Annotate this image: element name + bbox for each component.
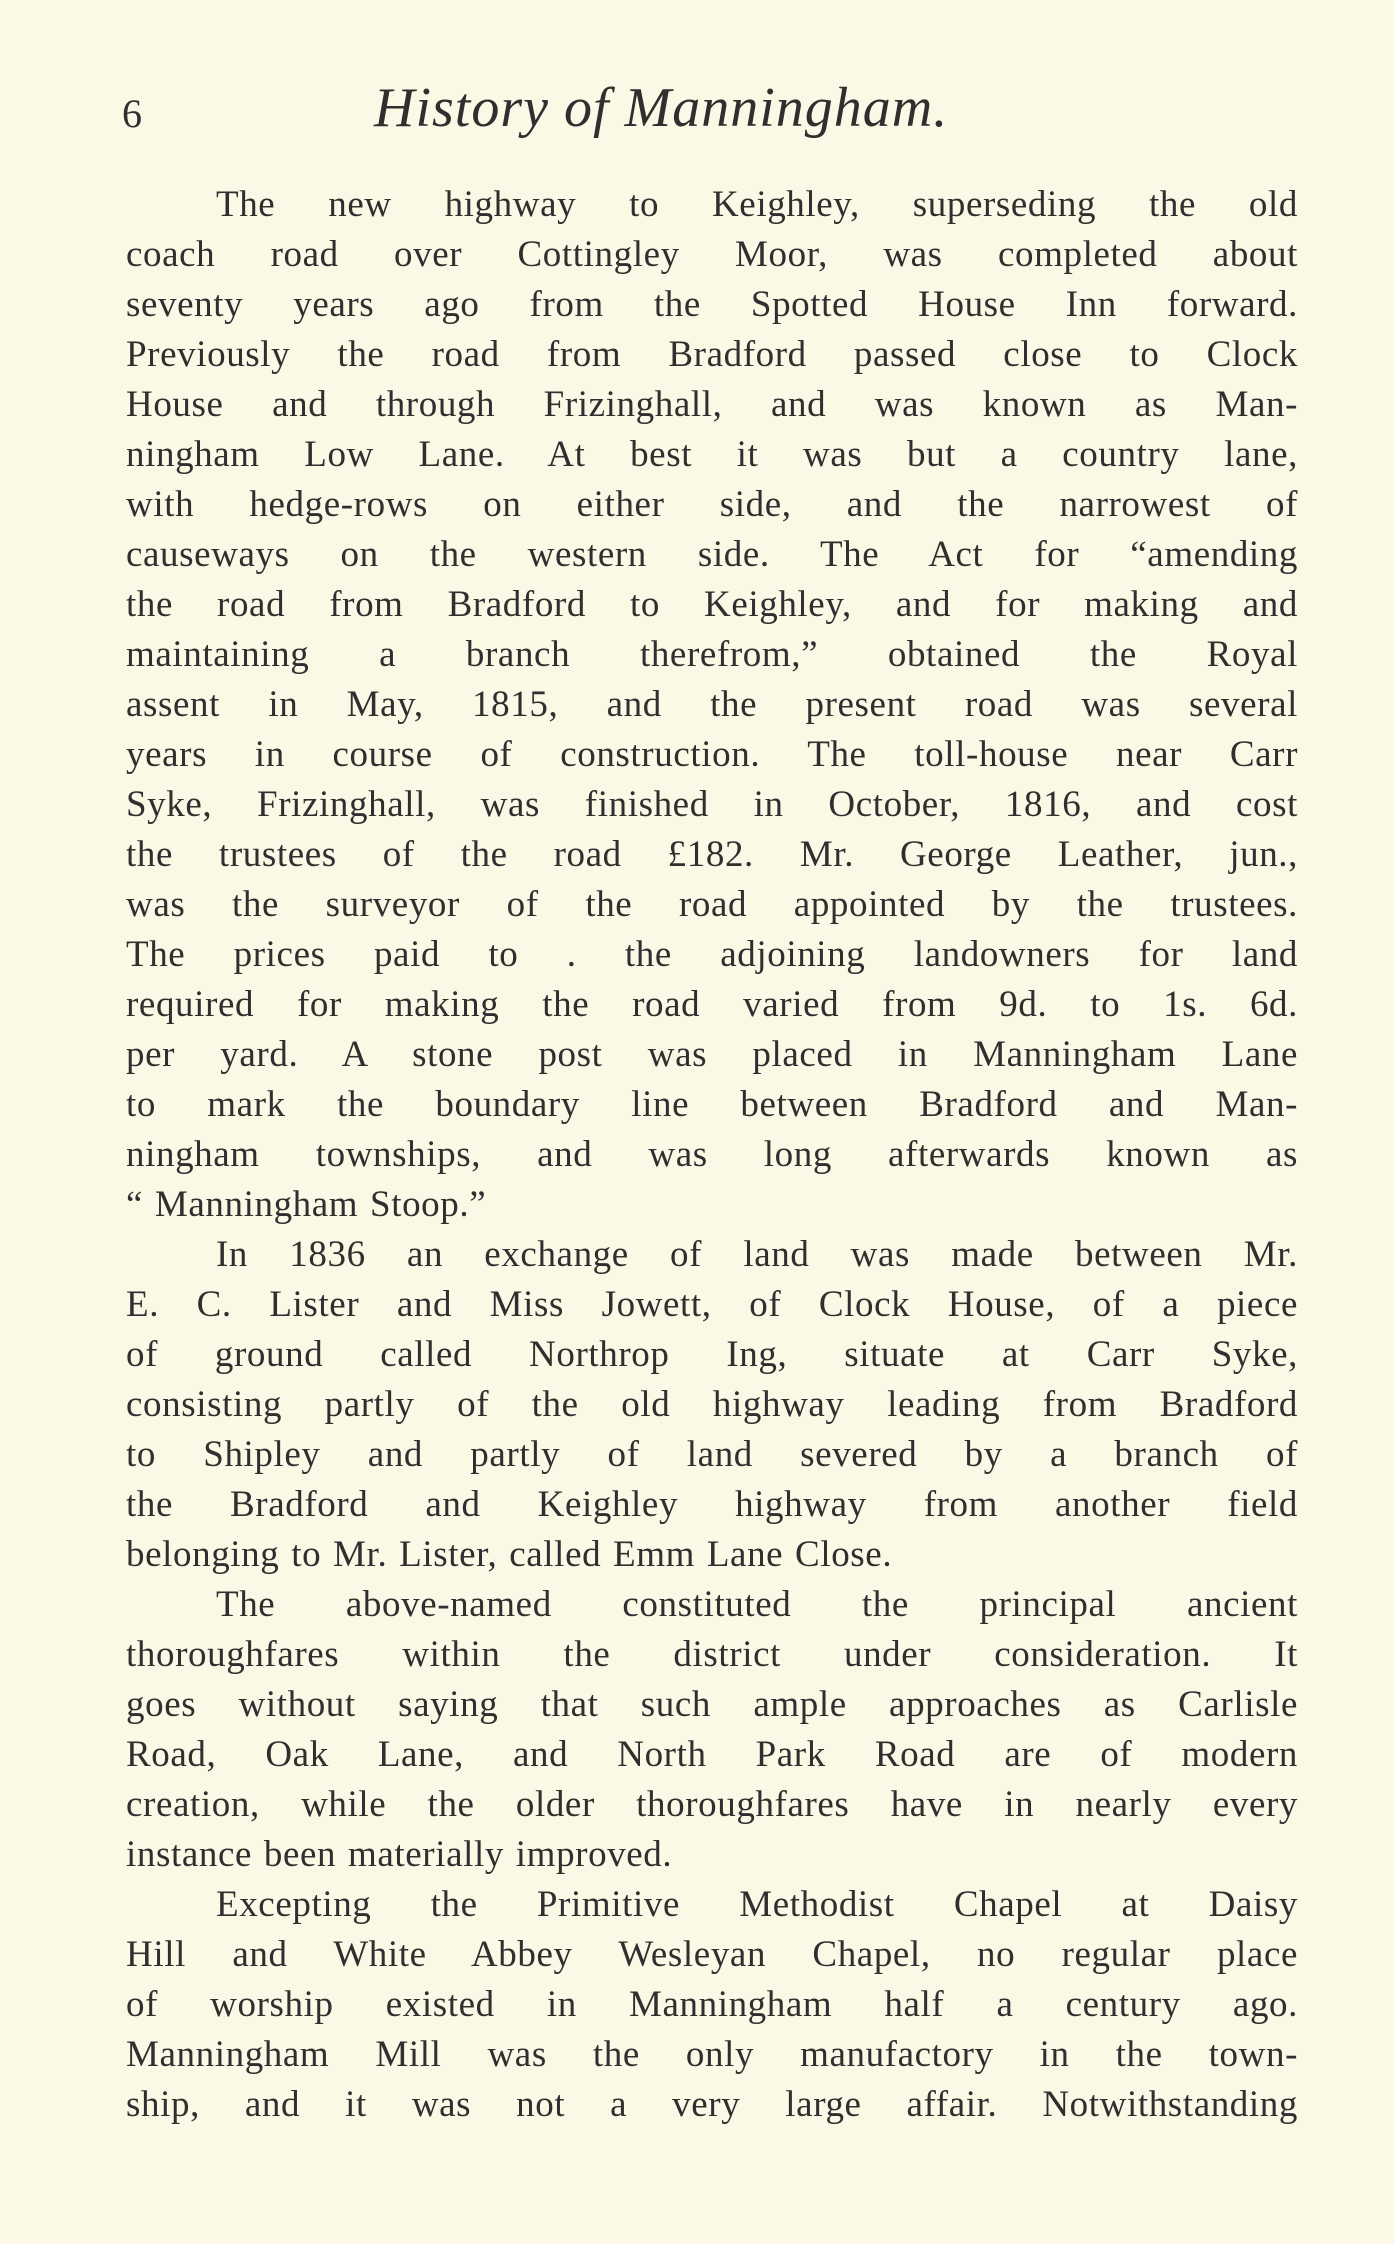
text-line: to Shipley and partly of land severed by a branch of (126, 1434, 1298, 1475)
text-line: assent in May, 1815, and the present road was several (126, 684, 1298, 725)
text-line: “ Manningham Stoop.” (126, 1184, 487, 1225)
text-line: the road from Bradford to Keighley, and for making and (126, 584, 1298, 625)
text-line: belonging to Mr. Lister, called Emm Lane Close. (126, 1534, 893, 1575)
text-line: Previously the road from Bradford passed close to Clock (126, 334, 1298, 375)
text-line: of ground called Northrop Ing, situate at Carr Syke, (126, 1334, 1298, 1375)
text-line: The prices paid to . the adjoining landowners for land (126, 934, 1298, 975)
text-line: creation, while the older thoroughfares have in nearly every (126, 1784, 1298, 1825)
text-line: In 1836 an exchange of land was made between Mr. (216, 1234, 1298, 1275)
text-line: years in course of construction. The toll-house near Carr (126, 734, 1298, 775)
body-text (126, 180, 1298, 2130)
text-line: ningham Low Lane. At best it was but a country lane, (126, 434, 1298, 475)
text-line: Excepting the Primitive Methodist Chapel at Daisy (216, 1884, 1298, 1925)
text-line: thoroughfares within the district under consideration. It (126, 1634, 1298, 1675)
page-number: 6 (122, 91, 142, 136)
running-header (120, 77, 1300, 160)
text-line: Road, Oak Lane, and North Park Road are of modern (126, 1734, 1298, 1775)
text-line: ningham townships, and was long afterwards known as (126, 1134, 1298, 1175)
text-line: Hill and White Abbey Wesleyan Chapel, no regular place (126, 1934, 1298, 1975)
book-title: History of Manningham. (374, 77, 949, 139)
text-line: of worship existed in Manningham half a century ago. (126, 1984, 1298, 2025)
text-line: required for making the road varied from 9d. to 1s. 6d. (126, 984, 1298, 1025)
text-line: E. C. Lister and Miss Jowett, of Clock House, of a piece (126, 1284, 1298, 1325)
text-line: the Bradford and Keighley highway from another field (126, 1484, 1298, 1525)
text-line: ship, and it was not a very large affair. Notwithstanding (126, 2084, 1298, 2125)
text-line: Manningham Mill was the only manufactory in the town- (126, 2034, 1298, 2075)
text-line: goes without saying that such ample approaches as Carlisle (126, 1684, 1298, 1725)
text-line: instance been materially improved. (126, 1834, 673, 1875)
text-line: House and through Frizinghall, and was known as Man- (126, 384, 1298, 425)
text-line: per yard. A stone post was placed in Manningham Lane (126, 1034, 1298, 1075)
text-line: Syke, Frizinghall, was finished in October, 1816, and cost (126, 784, 1298, 825)
text-line: to mark the boundary line between Bradford and Man- (126, 1084, 1298, 1125)
text-line: causeways on the western side. The Act for “amending (126, 534, 1298, 575)
text-line: The new highway to Keighley, superseding the old (216, 184, 1298, 225)
text-line: the trustees of the road £182. Mr. George Leather, jun., (126, 834, 1298, 875)
text-line: maintaining a branch therefrom,” obtained the Royal (126, 634, 1298, 675)
text-line: was the surveyor of the road appointed by the trustees. (126, 884, 1298, 925)
text-line: The above-named constituted the principal ancient (216, 1584, 1298, 1625)
text-line: with hedge-rows on either side, and the narrowest of (126, 484, 1298, 525)
text-line: seventy years ago from the Spotted House Inn forward. (126, 284, 1298, 325)
text-line: consisting partly of the old highway leading from Bradford (126, 1384, 1298, 1425)
text-line: coach road over Cottingley Moor, was completed about (126, 234, 1298, 275)
